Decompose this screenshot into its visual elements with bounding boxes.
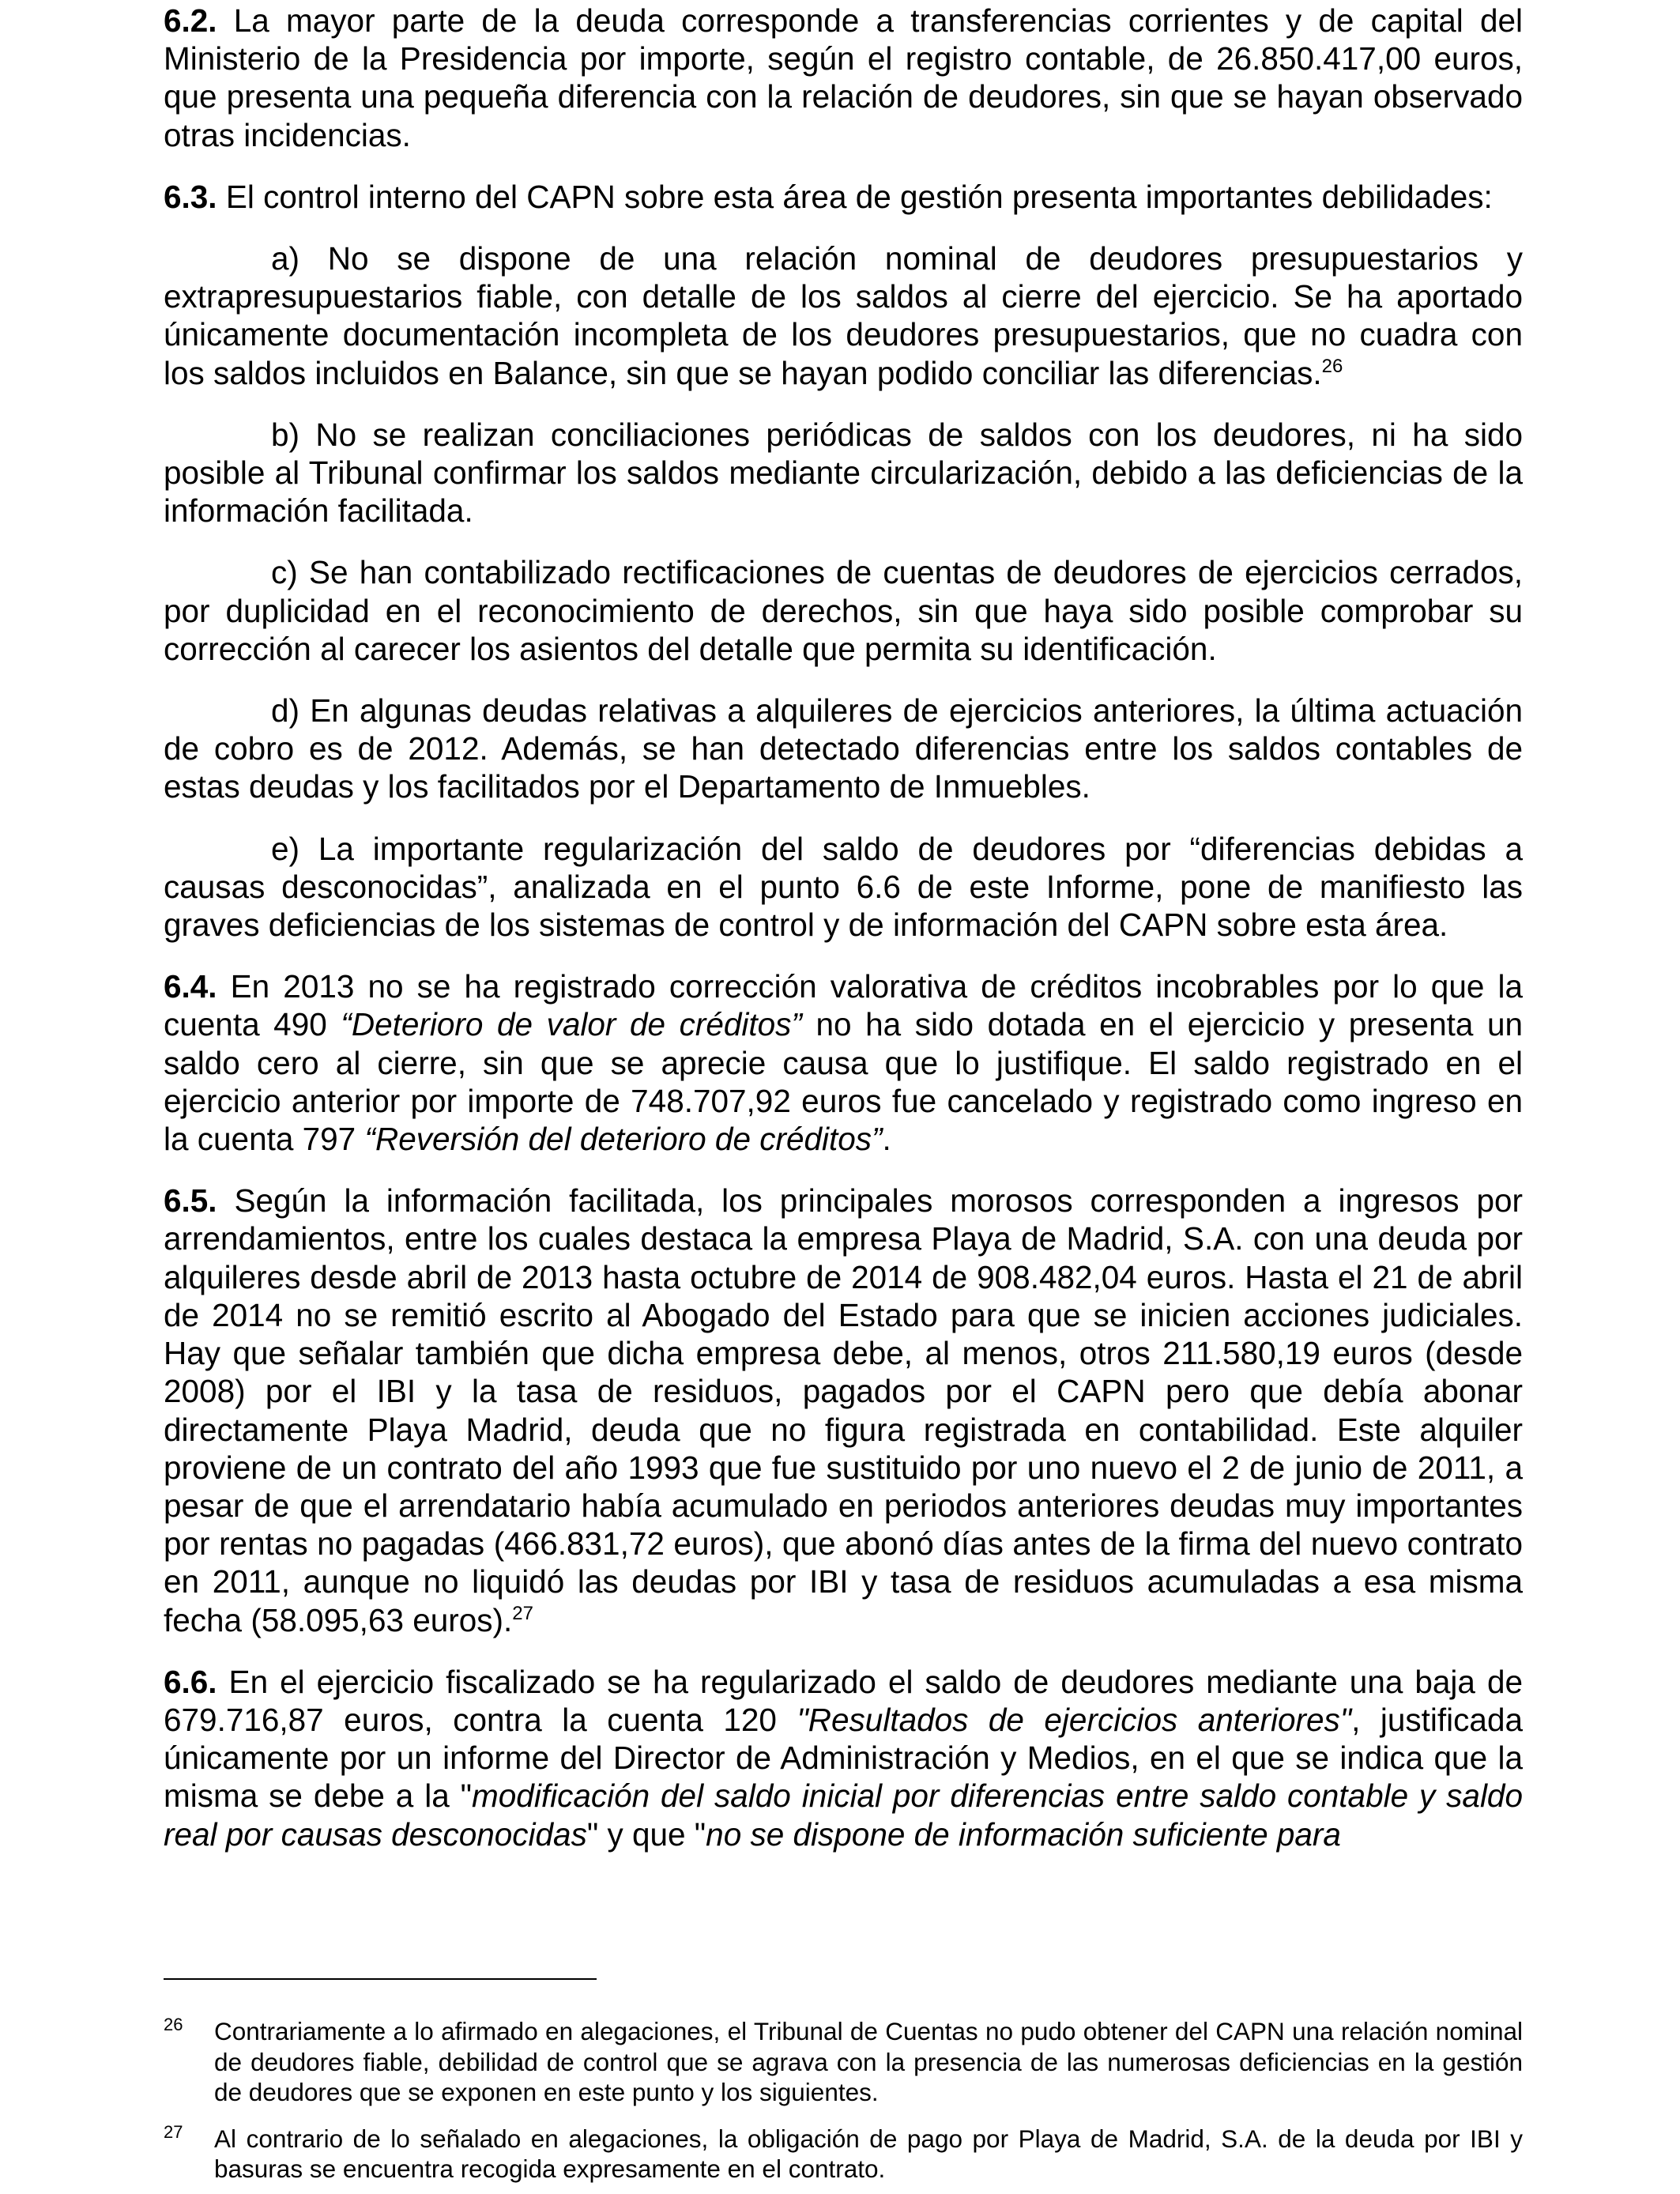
paragraph-6-5 — [164, 1182, 1523, 1638]
footnote-27 — [164, 2121, 1523, 2185]
italic-account-name: "Resultados de ejercicios anteriores" — [797, 1701, 1352, 1738]
paragraph-text: c) Se han contabilizado rectificaciones de cuentas de deudores de ejercicios cerrados, por duplicidad en el reconocimiento de derechos, sin que haya sido posible comprobar su corrección al carecer los asientos del detalle que permita su identificación. — [164, 554, 1523, 667]
paragraph-6-3-e — [164, 830, 1523, 944]
paragraph-number: 6.5. — [164, 1182, 217, 1220]
paragraph-text: En el ejercicio fiscalizado se ha regularizado el saldo de deudores mediante una baja de 679.716,87 euros, contra la cuenta 120 — [164, 1663, 1523, 1738]
paragraph-text: La mayor parte de la deuda corresponde a transferencias corrientes y de capital del Ministerio de la Presidencia por importe, según el registro contable, de 26.850.417,00 euros, que presenta una pequeña diferencia con la relación de deudores, sin que se hayan observado otras incidencias. — [164, 2, 1523, 153]
paragraph-text: d) En algunas deudas relativas a alquileres de ejercicios anteriores, la última actuación de cobro es de 2012. Además, se han detectado diferencias entre los saldos contables de estas deudas y los facilitados por el Departamento de Inmuebles. — [164, 692, 1523, 805]
italic-account-name: “Deterioro de valor de créditos” — [341, 1006, 802, 1043]
paragraph-6-3-d — [164, 692, 1523, 806]
paragraph-text: En 2013 no se ha registrado corrección valorativa de créditos incobrables por lo que la cuenta 490 — [164, 968, 1523, 1043]
footnotes — [164, 2016, 1523, 2185]
paragraph-6-6 — [164, 1663, 1523, 1853]
paragraph-number: 6.6. — [164, 1663, 217, 1700]
paragraph-text: no ha sido dotada en el ejercicio y presenta un saldo cero al cierre, sin que se aprecie causa que lo justifique. El saldo registrado en el ejercicio anterior por importe de 748.707,92 euros fue cancelado y registrado como ingreso en la cuenta 797 — [164, 1006, 1523, 1158]
body-text — [164, 2, 1523, 1853]
paragraph-number: 6.4. — [164, 968, 217, 1005]
paragraph-text: b) No se realizan conciliaciones periódicas de saldos con los deudores, ni ha sido posible al Tribunal confirmar los saldos mediante circularización, debido a las deficiencias de la información facilitada. — [164, 416, 1523, 530]
paragraph-6-2 — [164, 2, 1523, 154]
italic-account-name: “Reversión del deterioro de créditos” — [364, 1121, 883, 1158]
paragraph-6-3-a — [164, 239, 1523, 392]
paragraph-6-3-b — [164, 416, 1523, 530]
paragraph-text: El control interno del CAPN sobre esta área de gestión presenta importantes debilidades: — [217, 178, 1493, 215]
italic-quote: no se dispone de información suficiente para — [706, 1815, 1341, 1853]
footnote-text: Al contrario de lo señalado en alegaciones, la obligación de pago por Playa de Madrid, S.A. de la deuda por IBI y basuras se encuentra recogida expresamente en el contrato. — [214, 2124, 1523, 2183]
footnote-reference[interactable]: 27 — [512, 1602, 533, 1624]
paragraph-text: , justificada únicamente por un informe del Director de Administración y Medios, en el que se indica que la misma se debe a la " — [164, 1701, 1523, 1815]
paragraph-6-3-c — [164, 553, 1523, 668]
paragraph-6-4 — [164, 967, 1523, 1158]
paragraph-number: 6.3. — [164, 178, 217, 215]
footnote-text: Contrariamente a lo afirmado en alegaciones, el Tribunal de Cuentas no pudo obtener del CAPN una relación nominal de deudores fiable, debilidad de control que se agrava con la presencia de las numerosas deficiencias en la gestión de deudores que se exponen en este punto y los siguientes. — [214, 2017, 1523, 2106]
footnote-number: 27 — [164, 2121, 183, 2142]
paragraph-text: . — [882, 1121, 891, 1158]
paragraph-text: a) No se dispone de una relación nominal de deudores presupuestarios y extrapresupuestarios fiable, con detalle de los saldos al cierre del ejercicio. Se ha aportado únicamente documentación incompleta de los deudores presupuestarios, que no cuadra con los saldos incluidos en Balance, sin que se hayan podido conciliar las diferencias. — [164, 240, 1523, 391]
paragraph-6-3 — [164, 178, 1523, 216]
italic-quote: modificación del saldo inicial por diferencias entre saldo contable y saldo real por causas desconocidas — [164, 1777, 1523, 1853]
footnote-number: 26 — [164, 2015, 183, 2034]
footnote-separator — [164, 1978, 597, 1980]
paragraph-text: Según la información facilitada, los principales morosos corresponden a ingresos por arrendamientos, entre los cuales destaca la empresa Playa de Madrid, S.A. con una deuda por alquileres desde abril de 2013 hasta octubre de 2014 de 908.482,04 euros. Hasta el 21 de abril de 2014 no se remitió escrito al Abogado del Estado para que se inicien acciones judiciales. Hay que señalar también que dicha empresa debe, al menos, otros 211.580,19 euros (desde 2008) por el IBI y la tasa de residuos, pagados por el CAPN pero que debía abonar directamente Playa Madrid, deuda que no figura registrada en contabilidad. Este alquiler proviene de un contrato del año 1993 que fue sustituido por uno nuevo el 2 de junio de 2011, a pesar de que el arrendatario había acumulado en periodos anteriores deudas muy importantes por rentas no pagadas (466.831,72 euros), que abonó días antes de la firma del nuevo contrato en 2011, aunque no liquidó las deudas por IBI y tasa de residuos acumuladas a esa misma fecha (58.095,63 euros). — [164, 1182, 1523, 1638]
paragraph-number: 6.2. — [164, 2, 217, 39]
footnote-reference[interactable]: 26 — [1321, 355, 1343, 377]
paragraph-text: e) La importante regularización del saldo de deudores por “diferencias debidas a causas desconocidas”, analizada en el punto 6.6 de este Informe, pone de manifiesto las graves deficiencias de los sistemas de control y de información del CAPN sobre esta área. — [164, 830, 1523, 944]
paragraph-text: " y que " — [586, 1815, 706, 1853]
footnote-26 — [164, 2016, 1523, 2108]
